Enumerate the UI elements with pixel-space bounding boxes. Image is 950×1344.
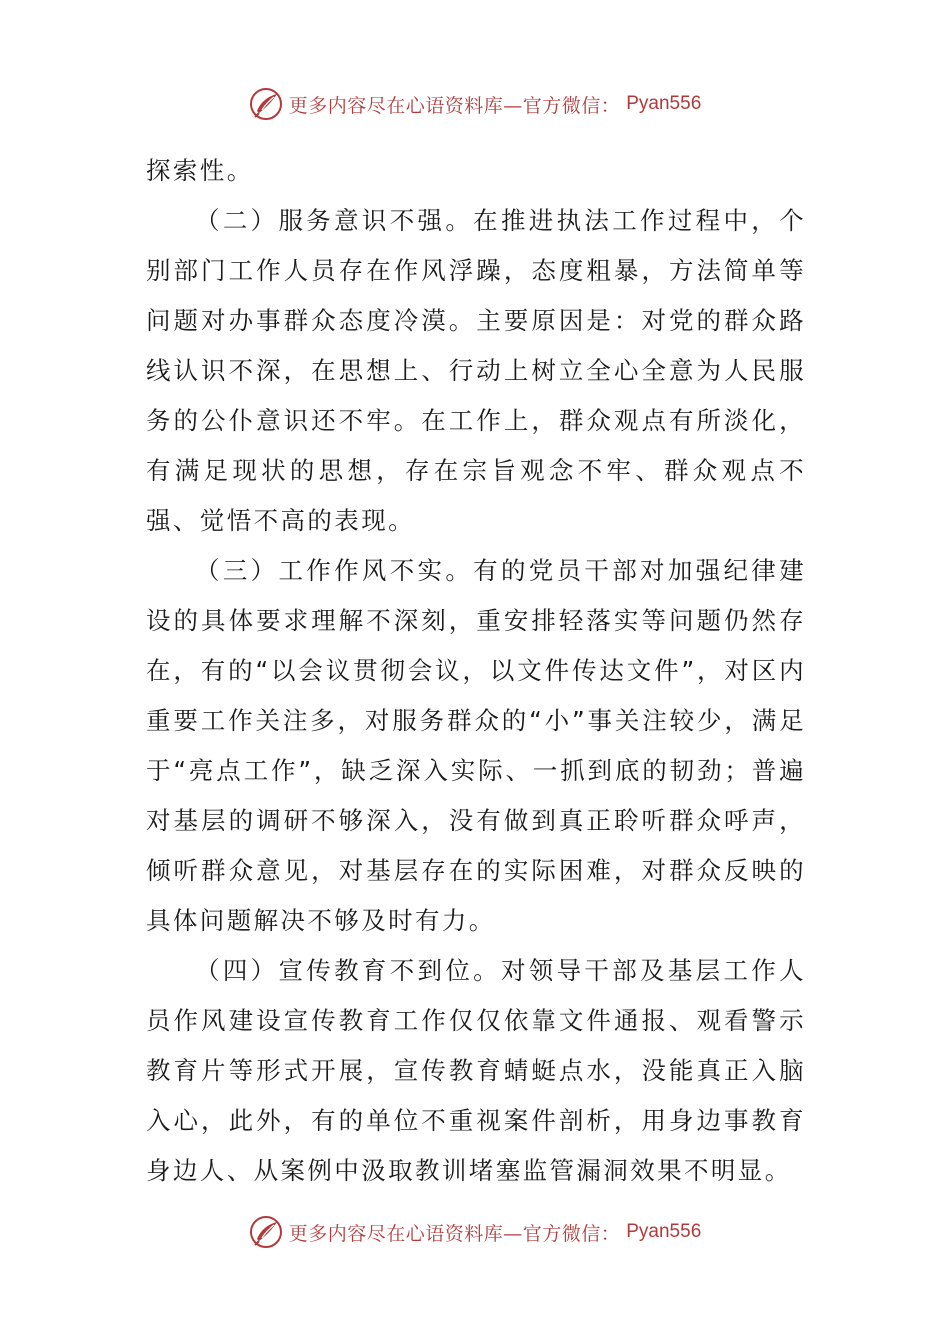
pen-leaf-logo-icon [249,1215,283,1249]
header-banner [0,84,950,124]
banner-wechat-id: Pyan556 [626,1221,702,1242]
paragraph-work-style: （三）工作作风不实。有的党员干部对加强纪律建设的具体要求理解不深刻，重安排轻落实等问题仍然存在，有的“以会议贯彻会议，以文件传达文件”，对区内重要工作关注多，对服务群众的“小”事关注较少，满足于“亮点工作”，缺乏深入实际、一抓到底的韧劲；普遍对基层的调研不够深入，没有做到真正聆听群众呼声，倾听群众意见，对基层存在的实际困难，对群众反映的具体问题解决不够及时有力。 [146,556,806,935]
paragraph-publicity-education: （四）宣传教育不到位。对领导干部及基层工作人员作风建设宣传教育工作仅仅依靠文件通报、观看警示教育片等形式开展，宣传教育蜻蜓点水，没能真正入脑入心，此外，有的单位不重视案件剖析，用身边事教育身边人、从案例中汲取教训堵塞监管漏洞效果不明显。 [146,956,806,1185]
banner-text: 更多内容尽在心语资料库—官方微信： [288,94,621,117]
banner-text: 更多内容尽在心语资料库—官方微信： [288,1222,621,1245]
paragraph-continuation: 探索性。 [146,156,254,185]
banner-wechat-id: Pyan556 [626,93,702,114]
footer-banner [0,1212,950,1252]
pen-leaf-logo-icon [249,87,283,121]
document-body [146,146,806,1196]
paragraph-service-awareness: （二）服务意识不强。在推进执法工作过程中，个别部门工作人员存在作风浮躁，态度粗暴，方法简单等问题对办事群众态度冷漠。主要原因是：对党的群众路线认识不深，在思想上、行动上树立全心全意为人民服务的公仆意识还不牢。在工作上，群众观点有所淡化，有满足现状的思想，存在宗旨观念不牢、群众观点不强、觉悟不高的表现。 [146,206,806,535]
